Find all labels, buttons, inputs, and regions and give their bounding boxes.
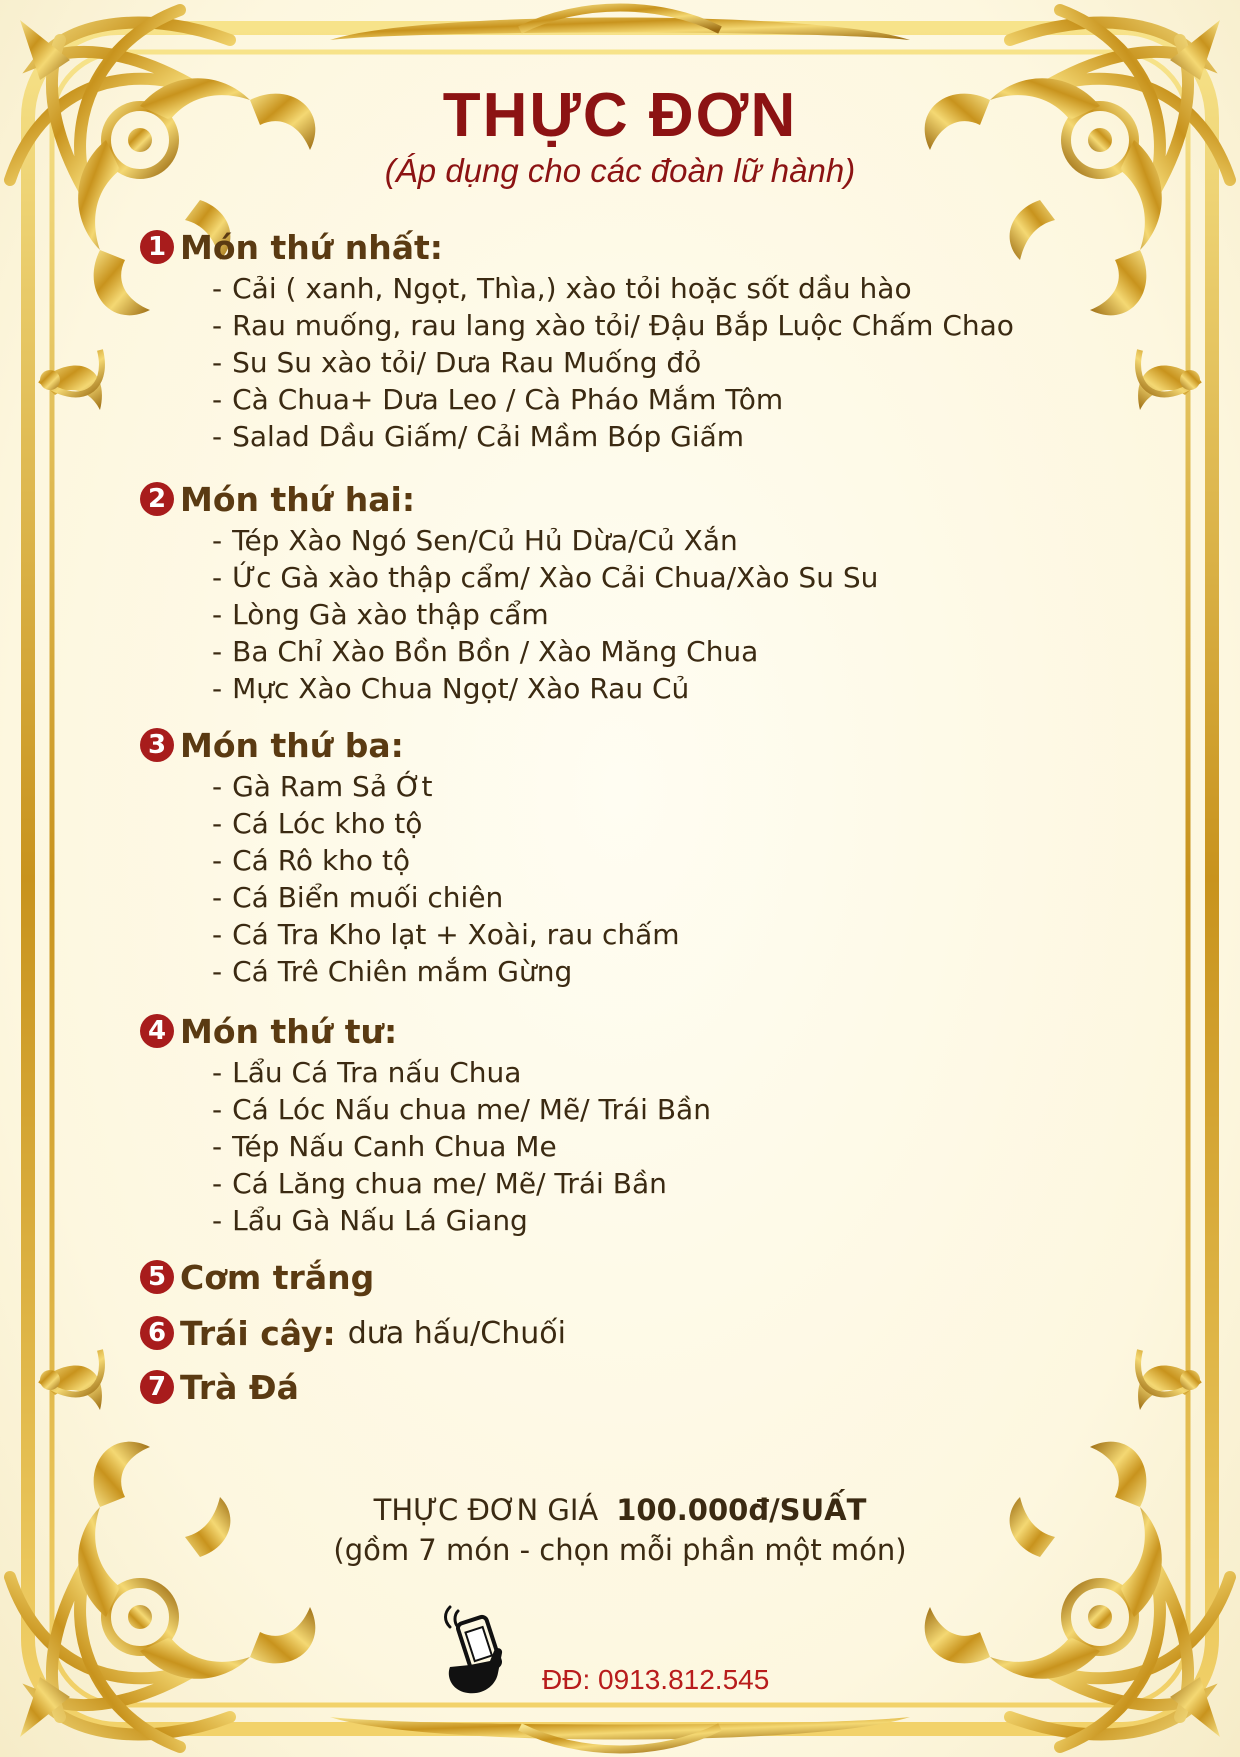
list-item: - Ức Gà xào thập cẩm/ Xào Cải Chua/Xào Su Su [212,561,879,594]
section-title: Món thứ ba: [180,725,404,765]
list-item: - Mực Xào Chua Ngọt/ Xào Rau Củ [212,672,690,705]
list-item: - Rau muống, rau lang xào tỏi/ Đậu Bắp Luộc Chấm Chao [212,309,1014,342]
phone-icon [440,1605,518,1695]
section-title: Món thứ nhất: [180,227,443,267]
section-title: Món thứ tư: [180,1011,398,1051]
number-badge: 3 [140,728,174,762]
section-course-3 [140,722,680,990]
list-item: - Su Su xào tỏi/ Dưa Rau Muống đỏ [212,346,702,379]
list-item: - Cà Chua+ Dưa Leo / Cà Pháo Mắm Tôm [212,383,784,416]
number-badge: 2 [140,482,174,516]
list-item: - Salad Dầu Giấm/ Cải Mầm Bóp Giấm [212,420,745,453]
section-course-1 [140,224,1014,455]
list-item: - Ba Chỉ Xào Bồn Bồn / Xào Măng Chua [212,635,759,668]
number-badge: 4 [140,1014,174,1048]
list-item: - Tép Xào Ngó Sen/Củ Hủ Dừa/Củ Xắn [212,524,738,557]
section-course-7 [140,1364,299,1410]
section-course-6 [140,1310,566,1356]
section-title: Cơm trắng [180,1257,375,1297]
list-item: - Cải ( xanh, Ngọt, Thìa,) xào tỏi hoặc sốt dầu hào [212,272,912,305]
list-item: - Cá Lóc kho tộ [212,807,423,840]
list-item: - Cá Biển muối chiên [212,881,504,914]
page-title: THỰC ĐƠN [442,81,798,150]
list-item: - Tép Nấu Canh Chua Me [212,1130,557,1163]
price-value: 100.000đ/SUẤT [616,1493,867,1527]
contact-phone: ĐĐ: 0913.812.545 [542,1664,770,1695]
section-title: Món thứ hai: [180,479,416,519]
section-detail: dưa hấu/Chuối [347,1315,566,1351]
list-item: - Lẩu Cá Tra nấu Chua [212,1056,522,1089]
number-badge: 5 [140,1260,174,1294]
list-item: - Lẩu Gà Nấu Lá Giang [212,1204,528,1237]
number-badge: 7 [140,1370,174,1404]
list-item: - Cá Lăng chua me/ Mẽ/ Trái Bần [212,1167,667,1200]
price-note: (gồm 7 món - chọn mỗi phần một món) [333,1533,907,1567]
section-course-2 [140,476,878,707]
section-course-5 [140,1254,374,1300]
list-item: - Lòng Gà xào thập cẩm [212,598,549,631]
list-item: - Cá Tra Kho lạt + Xoài, rau chấm [212,918,680,951]
section-course-4 [140,1008,711,1239]
number-badge: 6 [140,1316,174,1350]
section-title: Trà Đá [180,1367,299,1407]
page-subtitle: (Áp dụng cho các đoàn lữ hành) [384,152,856,189]
list-item: - Gà Ram Sả Ớt [212,770,433,803]
list-item: - Cá Trê Chiên mắm Gừng [212,955,573,988]
section-title: Trái cây: [180,1313,336,1353]
number-badge: 1 [140,230,174,264]
list-item: - Cá Rô kho tộ [212,844,411,877]
price-line [0,1493,1240,1527]
price-label: THỰC ĐƠN GIÁ [373,1493,599,1527]
list-item: - Cá Lóc Nấu chua me/ Mẽ/ Trái Bần [212,1093,711,1126]
